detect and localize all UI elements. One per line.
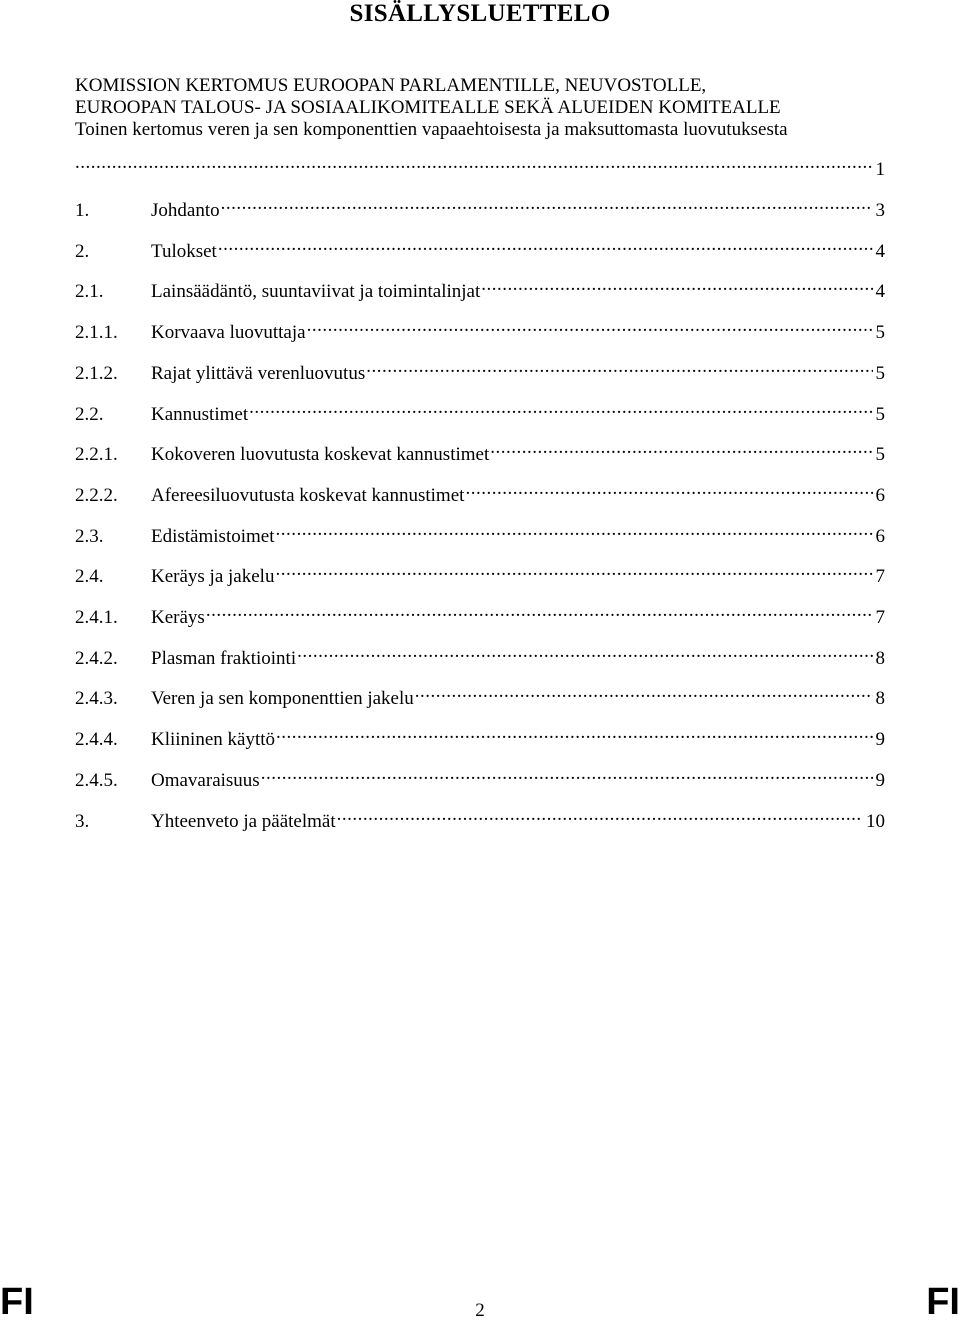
toc-entry[interactable] bbox=[75, 640, 885, 669]
toc-entry[interactable] bbox=[75, 273, 885, 303]
report-heading-line-1: KOMISSION KERTOMUS EUROOPAN PARLAMENTILLE, NEUVOSTOLLE, bbox=[75, 75, 707, 96]
toc-leader bbox=[297, 640, 872, 664]
toc-section-title: Korvaava luovuttaja bbox=[151, 322, 306, 344]
toc-section-title: Kokoveren luovutusta koskevat kannustimet bbox=[151, 444, 490, 466]
toc-section-number: 2.3. bbox=[75, 525, 104, 547]
toc-page-number: 5 bbox=[875, 403, 885, 425]
toc-page-number: 6 bbox=[875, 525, 885, 547]
toc-leader bbox=[261, 762, 873, 786]
toc-section-number: 2.4.4. bbox=[75, 729, 118, 751]
toc-entry[interactable] bbox=[75, 762, 885, 791]
toc-page-number: 10 bbox=[866, 810, 885, 832]
toc-entry[interactable] bbox=[75, 803, 885, 832]
toc-section-number: 2.1. bbox=[75, 281, 104, 303]
toc-page-number: 6 bbox=[875, 484, 885, 506]
toc-entry[interactable] bbox=[75, 518, 885, 547]
toc-section-title: Kannustimet bbox=[151, 403, 249, 425]
toc-leader bbox=[481, 273, 872, 297]
toc-section-title: Edistämistoimet bbox=[151, 525, 275, 547]
toc-page-number: 7 bbox=[875, 566, 885, 588]
toc-leader bbox=[249, 396, 872, 420]
toc-leader bbox=[490, 436, 872, 460]
toc-entry[interactable] bbox=[75, 477, 885, 506]
toc-leader bbox=[276, 518, 873, 542]
toc-entry[interactable] bbox=[75, 599, 885, 628]
toc-entry[interactable] bbox=[75, 233, 885, 262]
toc-section-number: 2.4.3. bbox=[75, 688, 118, 710]
toc-section-title: Lainsäädäntö, suuntaviivat ja toimintalinjat bbox=[151, 281, 481, 303]
toc-page-number: 9 bbox=[875, 769, 885, 791]
toc-page-number: 3 bbox=[875, 200, 885, 221]
report-heading bbox=[75, 75, 895, 141]
toc-section-number: 2.2.2. bbox=[75, 484, 118, 506]
toc-leader bbox=[465, 477, 872, 501]
toc-leader bbox=[221, 192, 873, 216]
toc-section-title: Tulokset bbox=[151, 240, 217, 262]
toc-leader bbox=[307, 314, 873, 338]
toc-section-number: 2.1.1. bbox=[75, 322, 118, 344]
page-title: SISÄLLYSLUETTELO bbox=[349, 0, 611, 27]
toc-page-number: 9 bbox=[875, 729, 885, 751]
toc-section-title: Johdanto bbox=[151, 200, 220, 221]
toc-section-title: Yhteenveto ja päätelmät bbox=[151, 810, 336, 832]
footer-language-left: FI bbox=[0, 1281, 34, 1323]
toc-page-number: 5 bbox=[875, 362, 885, 384]
toc-section-number: 2.1.2. bbox=[75, 362, 118, 384]
toc-section-number: 2.2. bbox=[75, 403, 104, 425]
toc-section-number: 2. bbox=[75, 240, 90, 262]
report-heading-line-3: Toinen kertomus veren ja sen komponenttien vapaaehtoisesta ja maksuttomasta luovutuksesta bbox=[75, 119, 788, 140]
toc-section-number: 2.4.5. bbox=[75, 769, 118, 791]
toc-entry[interactable] bbox=[75, 680, 885, 710]
toc-section-title: Keräys ja jakelu bbox=[151, 566, 275, 588]
toc-entry[interactable] bbox=[75, 192, 885, 221]
report-heading-line-2: EUROOPAN TALOUS- JA SOSIAALIKOMITEALLE SEKÄ ALUEIDEN KOMITEALLE bbox=[75, 97, 781, 118]
toc-entry-report[interactable] bbox=[75, 151, 885, 180]
footer-language-right: FI bbox=[926, 1281, 960, 1323]
toc-section-number: 2.4. bbox=[75, 566, 104, 588]
toc-section-title: Rajat ylittävä verenluovutus bbox=[151, 362, 366, 384]
toc-section-number: 2.4.1. bbox=[75, 607, 118, 628]
toc-page-number: 4 bbox=[875, 240, 885, 262]
toc-leader bbox=[415, 680, 873, 704]
toc-entry[interactable] bbox=[75, 558, 885, 588]
toc-page-number: 8 bbox=[875, 647, 885, 669]
toc-entry[interactable] bbox=[75, 721, 885, 751]
toc-page-number: 7 bbox=[875, 607, 885, 628]
toc-section-title: Kliininen käyttö bbox=[151, 729, 276, 751]
toc-page-number: 4 bbox=[875, 281, 885, 303]
toc-section-title: Keräys bbox=[151, 607, 205, 628]
toc-section-title: Veren ja sen komponenttien jakelu bbox=[151, 688, 414, 710]
toc-page-number: 1 bbox=[875, 159, 885, 180]
toc-section-number: 2.4.2. bbox=[75, 647, 118, 669]
toc-section-number: 2.2.1. bbox=[75, 444, 118, 466]
toc-section-title: Plasman fraktiointi bbox=[151, 647, 297, 669]
toc-entry[interactable] bbox=[75, 436, 885, 466]
toc-leader bbox=[366, 355, 872, 379]
toc-section-title: Omavaraisuus bbox=[151, 769, 260, 791]
toc-leader bbox=[75, 151, 873, 175]
toc-entry[interactable] bbox=[75, 314, 885, 344]
toc-section-number: 1. bbox=[75, 200, 90, 221]
toc-page-number: 8 bbox=[875, 688, 885, 710]
toc-leader bbox=[218, 233, 873, 257]
toc-leader bbox=[275, 558, 872, 582]
toc-page-number: 5 bbox=[875, 322, 885, 344]
toc-entry[interactable] bbox=[75, 396, 885, 425]
toc-section-title: Afereesiluovutusta koskevat kannustimet bbox=[151, 484, 465, 506]
toc-page-number: 5 bbox=[875, 444, 885, 466]
footer-page-number: 2 bbox=[475, 1300, 485, 1321]
toc-entry[interactable] bbox=[75, 355, 885, 384]
toc-section-number: 3. bbox=[75, 810, 90, 832]
toc-leader bbox=[276, 721, 872, 745]
toc-leader bbox=[206, 599, 873, 623]
toc-leader bbox=[337, 803, 863, 827]
